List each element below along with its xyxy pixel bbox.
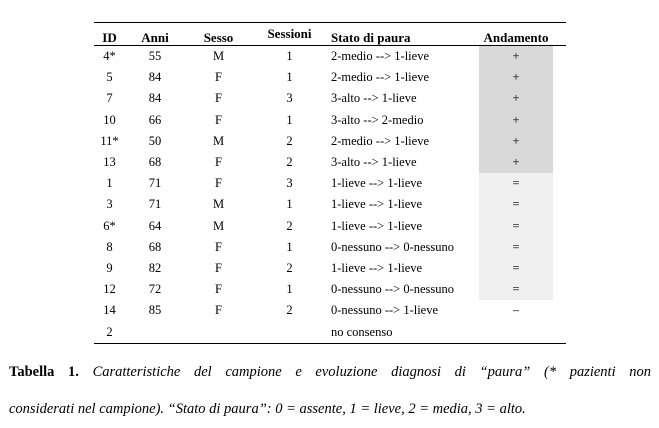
cell-sesso: F [215, 303, 222, 318]
cell-sesso: F [215, 91, 222, 106]
cell-sesso: F [215, 70, 222, 85]
cell-id: 8 [106, 239, 113, 254]
cell-stato: 0-nessuno --> 0-nessuno [331, 239, 455, 254]
table-row [94, 67, 566, 88]
cell-sessioni: 1 [286, 197, 293, 212]
table-header-row [94, 23, 566, 45]
cell-sessioni: 1 [286, 49, 293, 64]
table-row [94, 173, 566, 194]
cell-sessioni: 2 [286, 133, 293, 148]
cell-sesso: F [215, 112, 222, 127]
cell-sessioni: 3 [286, 176, 293, 191]
cell-sessioni: 1 [286, 282, 293, 297]
cell-andamento: = [479, 194, 553, 215]
cell-andamento: = [479, 258, 553, 279]
caption-line-1 [9, 354, 651, 391]
header-stato: Stato di paura [331, 30, 411, 45]
table-row [94, 110, 566, 131]
cell-anni: 64 [148, 218, 162, 233]
cell-andamento: = [479, 173, 553, 194]
cell-sesso: M [212, 49, 225, 64]
cell-anni: 55 [148, 49, 162, 64]
cell-stato: 3-alto --> 2-medio [331, 112, 424, 127]
table-row [94, 131, 566, 152]
cell-sessioni: 2 [286, 260, 293, 275]
cell-id: 7 [106, 91, 113, 106]
table-bottom-rule [94, 343, 566, 344]
cell-anni: 71 [148, 197, 162, 212]
cell-sessioni: 3 [286, 91, 293, 106]
cell-id: 5 [106, 70, 113, 85]
table-row [94, 216, 566, 237]
cell-stato: 3-alto --> 1-lieve [331, 91, 417, 106]
cell-andamento: + [479, 46, 553, 67]
cell-anni: 50 [148, 133, 162, 148]
cell-sessioni: 1 [286, 112, 293, 127]
header-andamento: Andamento [483, 29, 549, 45]
cell-andamento: + [479, 131, 553, 152]
table-row [94, 237, 566, 258]
cell-stato: 1-lieve --> 1-lieve [331, 176, 423, 191]
cell-anni: 66 [148, 112, 162, 127]
caption-line-2: considerati nel campione). “Stato di paura”: 0 = assente, 1 = lieve, 2 = media, 3 = alto. [9, 401, 526, 417]
header-id: ID [102, 30, 117, 45]
table-row [94, 321, 566, 342]
cell-anni: 85 [148, 303, 162, 318]
cell-sesso: F [215, 176, 222, 191]
table-body [94, 46, 566, 344]
cell-stato: 0-nessuno --> 0-nessuno [331, 282, 455, 297]
cell-andamento: = [479, 216, 553, 237]
cell-id: 9 [106, 260, 113, 275]
cell-anni: 68 [148, 239, 162, 254]
cell-stato: 0-nessuno --> 1-lieve [331, 303, 439, 318]
cell-stato: no consenso [331, 324, 393, 339]
cell-sesso: F [215, 239, 222, 254]
cell-andamento: = [479, 279, 553, 300]
cell-id: 3 [106, 197, 113, 212]
table-caption [9, 354, 651, 428]
table-row [94, 194, 566, 215]
cell-andamento: + [479, 67, 553, 88]
table-row [94, 88, 566, 109]
cell-stato: 2-medio --> 1-lieve [331, 133, 429, 148]
cell-id: 12 [103, 282, 116, 297]
cell-id: 10 [103, 112, 116, 127]
cell-anni: 84 [148, 91, 162, 106]
cell-anni: 82 [148, 260, 162, 275]
table-row [94, 279, 566, 300]
table-row [94, 300, 566, 321]
cell-anni: 72 [148, 282, 162, 297]
cell-andamento: + [479, 152, 553, 173]
cell-stato: 2-medio --> 1-lieve [331, 49, 429, 64]
cell-sessioni: 2 [286, 155, 293, 170]
cell-sessioni: 1 [286, 70, 293, 85]
cell-sesso: F [215, 260, 222, 275]
cell-sesso: M [212, 218, 225, 233]
cell-id: 1 [106, 176, 113, 191]
cell-id: 11* [100, 133, 119, 148]
cell-andamento [479, 321, 553, 342]
table-row [94, 152, 566, 173]
cell-sesso: M [212, 133, 225, 148]
caption-text-1: Caratteristiche del campione e evoluzione diagnosi di “paura” (* pazienti non [92, 364, 652, 380]
caption-label: Tabella 1. [9, 364, 79, 380]
cell-andamento: + [479, 88, 553, 109]
cell-sessioni: 1 [286, 239, 293, 254]
cell-anni: 84 [148, 70, 162, 85]
cell-andamento: = [479, 237, 553, 258]
cell-sesso: F [215, 155, 222, 170]
cell-anni: 68 [148, 155, 162, 170]
cell-id: 6* [103, 218, 116, 233]
cell-andamento: + [479, 110, 553, 131]
cell-stato: 2-medio --> 1-lieve [331, 70, 429, 85]
cell-stato: 1-lieve --> 1-lieve [331, 218, 423, 233]
header-sesso: Sesso [203, 30, 234, 45]
cell-sessioni: 2 [286, 218, 293, 233]
header-sessioni: Sessioni [267, 26, 312, 41]
cell-id: 4* [103, 49, 116, 64]
cell-sesso: F [215, 282, 222, 297]
header-anni: Anni [141, 30, 169, 45]
cell-stato: 1-lieve --> 1-lieve [331, 260, 423, 275]
cell-andamento: – [479, 300, 553, 321]
cell-id: 14 [103, 303, 116, 318]
cell-anni: 71 [148, 176, 162, 191]
cell-stato: 3-alto --> 1-lieve [331, 155, 417, 170]
cell-sessioni: 2 [286, 303, 293, 318]
cell-stato: 1-lieve --> 1-lieve [331, 197, 423, 212]
table-row [94, 46, 566, 67]
cell-id: 13 [103, 155, 116, 170]
cell-sesso: M [212, 197, 225, 212]
data-table [94, 22, 566, 344]
table-row [94, 258, 566, 279]
cell-id: 2 [106, 324, 113, 339]
